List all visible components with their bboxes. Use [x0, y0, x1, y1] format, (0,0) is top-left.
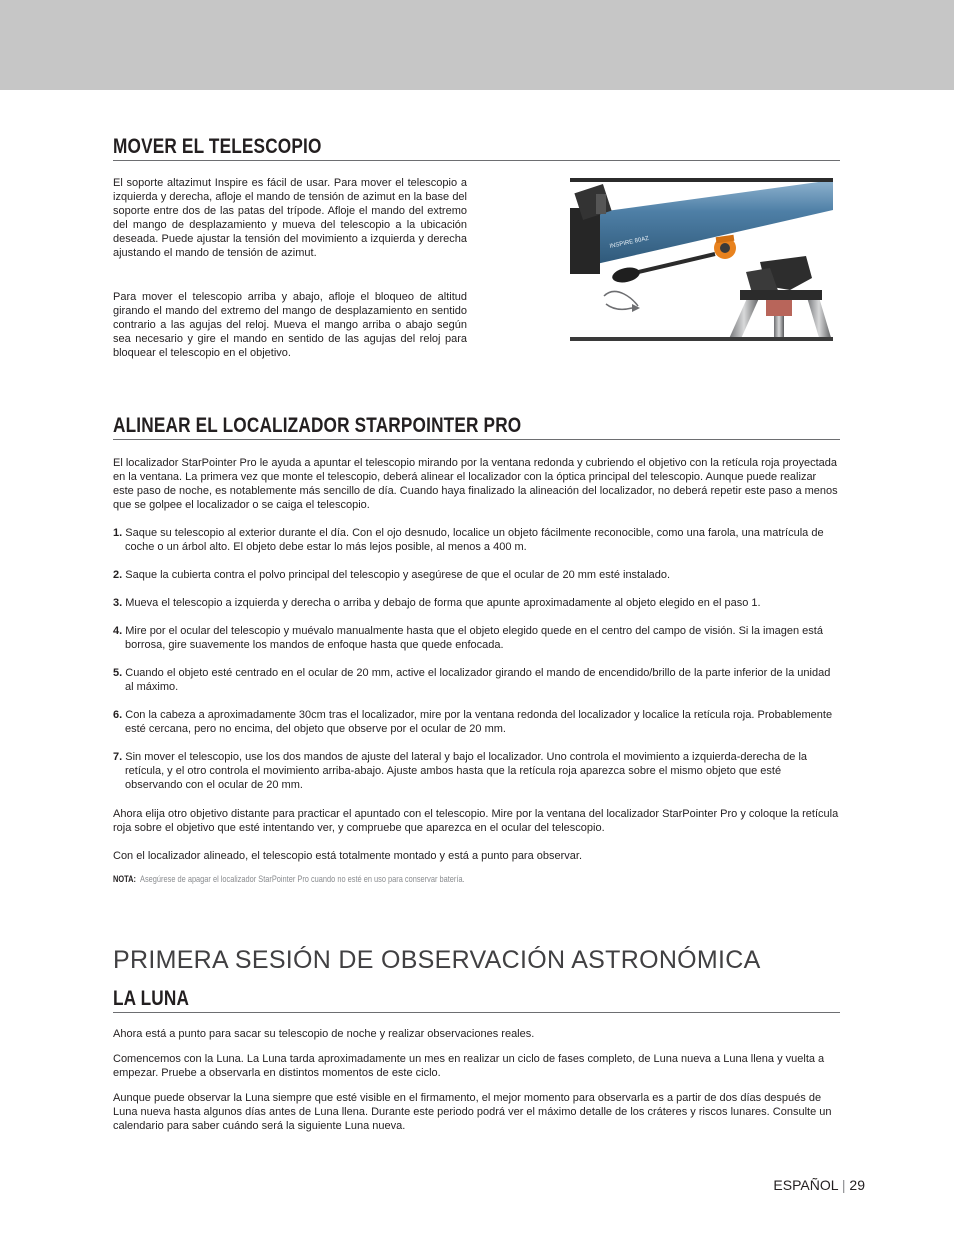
note-label: NOTA:: [113, 874, 136, 885]
paragraph-starpointer-intro: El localizador StarPointer Pro le ayuda a apuntar el telescopio mirando por la ventana redonda y cubriendo el objetivo con la retícula roja proyectada en la ventana. La primera vez que monte el telescopio, deberá alinear el localizador con la óptica principal del telescopio. Aunque puede realizar este paso de noche, es notablemente más sencillo de día. Cuando haya finalizado la alineación del localizador, no deberá repetir este paso a menos que se golpee el localizador o se caiga el telescopio.: [113, 457, 838, 511]
paragraph-altitude: Para mover el telescopio arriba y abajo, afloje el bloqueo de altitud girando el mando del extremo del mango de desplazamiento en sentido contrario a las agujas del reloj. Mueva el mango arriba o abajo según sea necesario y gire el mando en sentido de las agujas del reloj para bloquear el telescopio en el objetivo.: [113, 291, 467, 359]
section-heading-mover: MOVER EL TELESCOPIO: [113, 135, 840, 161]
step-item-2: 2. Saque la cubierta contra el polvo principal del telescopio y asegúrese de que el ocular de 20 mm esté instalado.: [113, 569, 671, 581]
chapter-title: PRIMERA SESIÓN DE OBSERVACIÓN ASTRONÓMICA: [113, 946, 761, 974]
step-item-5: 5. Cuando el objeto esté centrado en el ocular de 20 mm, active el localizador girando el mando de encendido/brillo de la parte inferior de la unidad al máximo.: [113, 667, 831, 693]
paragraph-moon-best-time: Aunque puede observar la Luna siempre que esté visible en el firmamento, el mejor momento para observarla es a partir de dos días después de Luna nueva hasta algunos días antes de Luna llena. Durante este periodo podrá ver el máximo detalle de los cráteres y riscos lunares. Consulte un calendario para saber cuándo será la siguiente Luna nueva.: [113, 1092, 832, 1132]
telescope-illustration: [570, 178, 833, 341]
section-heading-luna: LA LUNA: [113, 987, 840, 1013]
note: [113, 874, 564, 886]
paragraph-moon-intro: Ahora está a punto para sacar su telescopio de noche y realizar observaciones reales.: [113, 1028, 535, 1040]
tube-label: INSPIRE 80AZ: [609, 235, 650, 250]
step-item-3: 3. Mueva el telescopio a izquierda y derecha o arriba y debajo de forma que apunte aproximadamente al objeto elegido en el paso 1.: [113, 597, 761, 609]
step-item-1: 1. Saque su telescopio al exterior durante el día. Con el ojo desnudo, localice un objeto fácilmente reconocible, como una farola, una matrícula de coche o un árbol alto. El objeto debe estar lo más lejos posible, al menos a 400 m.: [113, 527, 824, 553]
step-item-4: 4. Mire por el ocular del telescopio y muévalo manualmente hasta que el objeto elegido quede en el centro del campo de visión. Si la imagen está borrosa, gire suavemente los mandos de enfoque hasta que quede enfocada.: [113, 625, 823, 651]
paragraph-practice: Ahora elija otro objetivo distante para practicar el apuntado con el telescopio. Mire por la ventana del localizador StarPointer Pro y coloque la retícula roja sobre el objetivo que esté intentando ver, y compruebe que aparezca en el ocular del telescopio.: [113, 808, 839, 834]
page-footer: [773, 1176, 865, 1194]
telescope-mount-figure: [570, 178, 833, 341]
step-item-6: 6. Con la cabeza a aproximadamente 30cm tras el localizador, mire por la ventana redonda del localizador y localice la retícula roja. Probablemente esté cercana, pero no encima, del objeto que observe por el ocular de 20 mm.: [113, 709, 833, 735]
note-text: Asegúrese de apagar el localizador StarPointer Pro cuando no esté en uso para conservar batería.: [140, 874, 465, 885]
step-item-7: 7. Sin mover el telescopio, use los dos mandos de ajuste del lateral y bajo el localizador. Uno controla el movimiento a izquierda-derecha de la retícula, y el otro controla el movimiento arriba-abajo. Ajuste ambos hasta que la retícula roja aparezca sobre el mismo objeto que esté observando con el ocular de 20 mm.: [113, 751, 808, 791]
paragraph-moon-phases: Comencemos con la Luna. La Luna tarda aproximadamente un mes en realizar un ciclo de fases completo, de Luna nueva a Luna llena y vuelta a empezar. Pruebe a observarla en distintos momentos de este ciclo.: [113, 1053, 825, 1079]
header-band: [0, 0, 954, 90]
paragraph-azimuth: El soporte altazimut Inspire es fácil de usar. Para mover el telescopio a izquierda y derecha, afloje el mando de tensión de azimut en la base del soporte entre dos de las patas del trípode. Afloje el mando del extremo del mango de desplazamiento y mueva del telescopio a la ubicación deseada. Puede ajustar la tensión del movimiento a izquierda y derecha ajustando el mando de tensión de azimut.: [113, 177, 467, 259]
paragraph-ready: Con el localizador alineado, el telescopio está totalmente montado y está a punto para observar.: [113, 850, 583, 862]
page-number: 29: [849, 1177, 865, 1193]
footer-separator: |: [841, 1177, 846, 1193]
section-heading-alinear: ALINEAR EL LOCALIZADOR STARPOINTER PRO: [113, 414, 840, 440]
footer-language: ESPAÑOL: [773, 1177, 838, 1193]
